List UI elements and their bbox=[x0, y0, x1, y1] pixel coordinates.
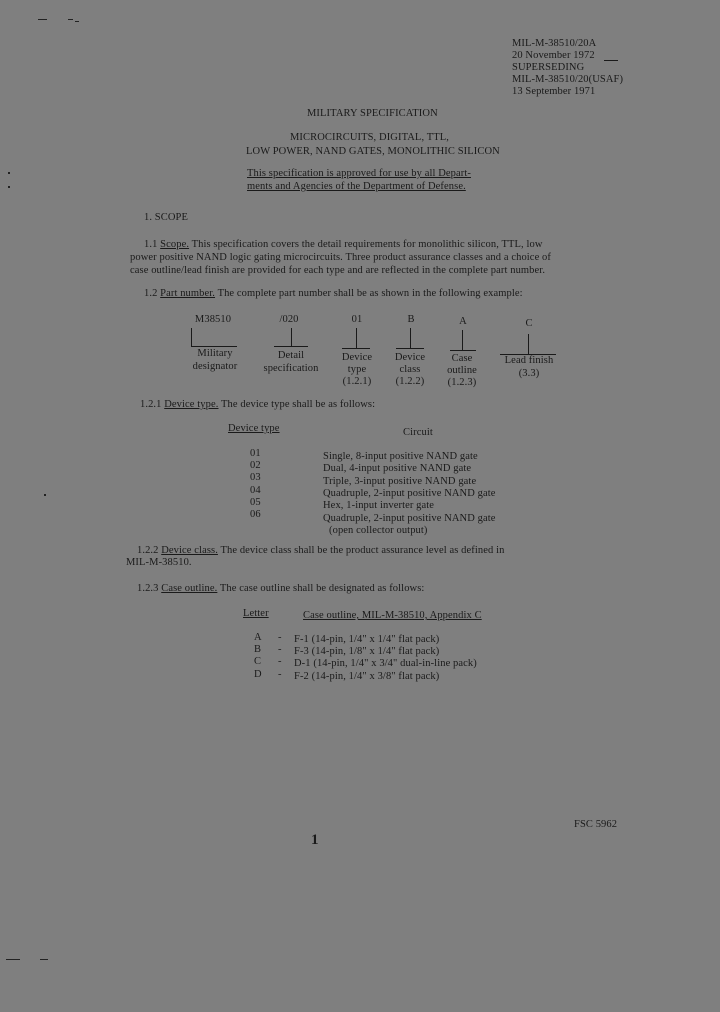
case-dash: - bbox=[278, 669, 282, 680]
case-outline-desc: D-1 (14-pin, 1/4" x 3/4" dual-in-line pack) bbox=[294, 658, 477, 669]
device-type-circuit: Quadruple, 2-input positive NAND gate bbox=[323, 513, 496, 524]
superseded-date: 13 September 1971 bbox=[512, 86, 596, 97]
part-code-lead-finish: C bbox=[525, 318, 533, 329]
case-outline-title: Case outline. bbox=[161, 583, 218, 594]
part-code-device-class: B bbox=[407, 314, 415, 325]
device-type-circuit: Single, 8-input positive NAND gate bbox=[323, 451, 478, 462]
part-label-device-type-2: type bbox=[347, 364, 367, 375]
part-line bbox=[356, 328, 357, 348]
case-letter: D bbox=[254, 669, 262, 680]
superseded-doc: MIL-M-38510/20(USAF) bbox=[512, 74, 624, 85]
case-letter: A bbox=[254, 632, 262, 643]
case-outline-desc: F-2 (14-pin, 1/4" x 3/8" flat pack) bbox=[294, 671, 440, 682]
part-line bbox=[291, 328, 292, 346]
device-class-paragraph bbox=[137, 545, 504, 557]
part-label-military-2: designator bbox=[192, 361, 238, 372]
spec-subtitle-1: MICROCIRCUITS, DIGITAL, TTL, bbox=[290, 132, 449, 143]
device-type-num: 1.2.1 bbox=[140, 399, 162, 410]
part-line bbox=[528, 334, 529, 354]
doc-number: MIL-M-38510/20A bbox=[512, 38, 597, 49]
scope-paragraph-line-2: power positive NAND logic gating microcircuits. Three product assurance classes and a choice of bbox=[130, 252, 552, 263]
case-dash: - bbox=[278, 632, 282, 643]
part-label-device-type-1: Device bbox=[341, 352, 373, 363]
part-code-detail: /020 bbox=[279, 314, 299, 325]
part-label-device-class-3: (1.2.2) bbox=[395, 376, 425, 387]
scan-mark bbox=[44, 494, 46, 496]
device-type-code: 03 bbox=[250, 472, 261, 483]
device-class-text: The device class shall be the product assurance level as defined in bbox=[217, 545, 505, 556]
part-number-title: Part number. bbox=[160, 288, 216, 299]
part-line bbox=[342, 348, 370, 349]
part-number-text: The complete part number shall be as shown in the following example: bbox=[215, 288, 523, 299]
scope-paragraph-line-1 bbox=[144, 239, 543, 251]
superseding-label: SUPERSEDING bbox=[512, 62, 585, 73]
device-class-title: Device class. bbox=[161, 545, 218, 556]
part-line bbox=[462, 330, 463, 350]
part-label-case-outline-2: outline bbox=[447, 365, 477, 376]
device-type-circuit: Quadruple, 2-input positive NAND gate bbox=[323, 488, 496, 499]
device-type-circuit: Triple, 3-input positive NAND gate bbox=[323, 476, 477, 487]
scope-text: This specification covers the detail requirements for monolithic silicon, TTL, low bbox=[189, 239, 543, 250]
scan-mark bbox=[8, 172, 10, 174]
part-line bbox=[191, 346, 237, 347]
part-label-military-1: Military bbox=[197, 348, 233, 359]
part-label-case-outline-1: Case bbox=[451, 353, 473, 364]
part-label-detail-1: Detail bbox=[277, 350, 305, 361]
part-code-case-outline: A bbox=[459, 316, 467, 327]
device-class-num: 1.2.2 bbox=[137, 545, 159, 556]
case-letter: C bbox=[254, 656, 262, 667]
part-label-detail-2: specification bbox=[263, 363, 319, 374]
part-line bbox=[450, 350, 476, 351]
part-label-lead-finish-1: Lead finish bbox=[504, 355, 554, 366]
approval-line-2: ments and Agencies of the Department of Defense. bbox=[247, 181, 466, 192]
scan-mark bbox=[8, 186, 10, 188]
case-dash: - bbox=[278, 644, 282, 655]
part-code-military: M38510 bbox=[194, 314, 232, 325]
case-outline-num: 1.2.3 bbox=[137, 583, 159, 594]
scan-mark bbox=[6, 959, 20, 960]
case-outline-paragraph bbox=[137, 583, 424, 595]
scope-paragraph-line-3: case outline/lead finish are provided for each type and are reflected in the complete part number. bbox=[130, 265, 546, 276]
device-class-text-2: MIL-M-38510. bbox=[126, 557, 192, 568]
part-label-case-outline-3: (1.2.3) bbox=[447, 377, 477, 388]
case-outline-col-header: Case outline, MIL-M-38510, Appendix C bbox=[303, 610, 482, 621]
device-type-code: 04 bbox=[250, 485, 261, 496]
case-outline-desc: F-3 (14-pin, 1/8" x 1/4" flat pack) bbox=[294, 646, 440, 657]
part-line bbox=[396, 348, 424, 349]
part-line bbox=[191, 328, 192, 346]
device-type-text: The device type shall be as follows: bbox=[218, 399, 376, 410]
scope-number: 1.1 bbox=[144, 239, 158, 250]
page-number: 1 bbox=[311, 832, 319, 848]
part-line bbox=[274, 346, 308, 347]
spec-title: MILITARY SPECIFICATION bbox=[307, 108, 438, 119]
part-label-lead-finish-2: (3.3) bbox=[518, 368, 540, 379]
section-heading: 1. SCOPE bbox=[144, 212, 188, 223]
scope-title: Scope. bbox=[160, 239, 190, 250]
part-number-num: 1.2 bbox=[144, 288, 158, 299]
circuit-col-header: Circuit bbox=[403, 427, 433, 438]
header-dash bbox=[604, 60, 618, 61]
part-line bbox=[410, 328, 411, 348]
device-type-code: 06 bbox=[250, 509, 261, 520]
device-type-circuit: Dual, 4-input positive NAND gate bbox=[323, 463, 472, 474]
device-type-circuit: Hex, 1-input inverter gate bbox=[323, 500, 435, 511]
device-type-code: 05 bbox=[250, 497, 261, 508]
device-type-title: Device type. bbox=[164, 399, 219, 410]
spec-subtitle-2: LOW POWER, NAND GATES, MONOLITHIC SILICON bbox=[246, 146, 500, 157]
case-outline-text: The case outline shall be designated as follows: bbox=[217, 583, 425, 594]
scan-mark bbox=[75, 21, 79, 22]
letter-col-header: Letter bbox=[243, 608, 269, 619]
device-type-code: 01 bbox=[250, 448, 261, 459]
fsc-code: FSC 5962 bbox=[574, 819, 618, 830]
scan-mark bbox=[38, 19, 47, 20]
doc-date: 20 November 1972 bbox=[512, 50, 595, 61]
part-label-device-class-1: Device bbox=[394, 352, 426, 363]
case-dash: - bbox=[278, 656, 282, 667]
device-type-col-header: Device type bbox=[228, 423, 280, 434]
scan-mark bbox=[68, 19, 73, 20]
case-letter: B bbox=[254, 644, 262, 655]
part-code-device-type: 01 bbox=[351, 314, 363, 325]
part-label-device-type-3: (1.2.1) bbox=[342, 376, 372, 387]
device-type-code: 02 bbox=[250, 460, 261, 471]
approval-line-1: This specification is approved for use by all Depart- bbox=[247, 168, 471, 179]
device-type-paragraph bbox=[140, 399, 375, 411]
device-type-circuit-note: (open collector output) bbox=[329, 525, 428, 536]
part-label-device-class-2: class bbox=[399, 364, 421, 375]
part-number-paragraph bbox=[144, 288, 523, 300]
scan-mark bbox=[40, 959, 48, 960]
case-outline-desc: F-1 (14-pin, 1/4" x 1/4" flat pack) bbox=[294, 634, 440, 645]
